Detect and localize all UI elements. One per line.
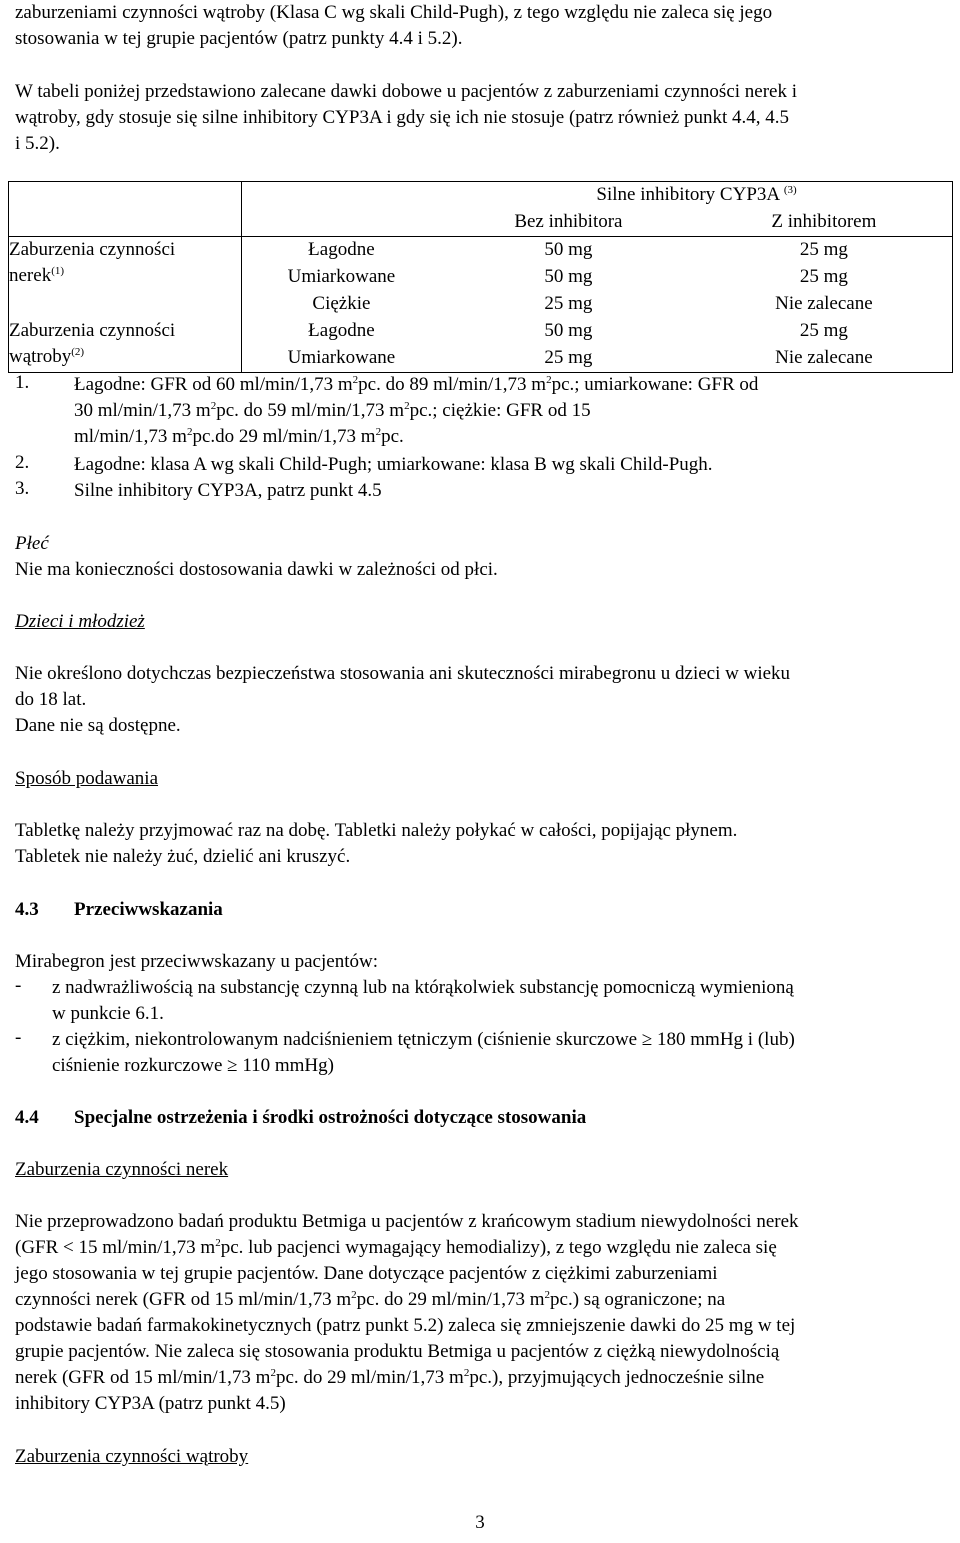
section-4-3-heading: 4.3 Przeciwwskazania xyxy=(15,899,223,920)
col-header-without: Bez inhibitora xyxy=(441,209,696,237)
children-text: do 18 lat. xyxy=(15,689,87,710)
section-4-4-heading: 4.4 Specjalne ostrzeżenia i środki ostrożności dotyczące stosowania xyxy=(15,1107,587,1128)
severity-cell: Umiarkowane xyxy=(241,345,441,373)
administration-text: Tabletek nie należy żuć, dzielić ani kruszyć. xyxy=(15,846,351,867)
dose-cell: 50 mg xyxy=(544,266,593,287)
severity-cell: Łagodne xyxy=(308,239,375,260)
dose-cell: 50 mg xyxy=(544,239,593,260)
hepatic-heading: Zaburzenia czynności wątroby xyxy=(15,1446,249,1467)
children-text: Nie określono dotychczas bezpieczeństwa stosowania ani skuteczności mirabegronu u dzieci w wieku xyxy=(15,663,791,684)
renal-paragraph: Nie przeprowadzono badań produktu Betmiga u pacjentów z krańcowym stadium niewydolności nerek (GFR < 15 ml/min/1,73 $m^2pc$. lub pacjenci wymagający hemodializy), z tego względu nie zaleca się jego stosowania w tej grupie pacjentów. Dane dotyczące pacjentów z ciężkimi zaburzeniami czynności nerek (GFR od 15 ml/min/1,73 $m^2pc$. do 29 ml/min/1,73 $m^2pc$.) są ograniczone; na podstawie badań farmakokinetycznych (patrz punkt 5.2) zaleca się zmniejszenie dawki do 25 mg w tej grupie pacjentów. Nie zaleca się stosowania produktu Betmiga u pacjentów z ciężką niewydolnością nerek (GFR od 15 ml/min/1,73 $m^2pc$. do 29 ml/min/1,73 $m^2pc$.), przyjmujących jednocześnie silne inhibitory CYP3A (patrz punkt 4.5) xyxy=(15,1211,799,1414)
col-header-with: Z inhibitorem xyxy=(696,209,953,237)
severity-cell: Ciężkie xyxy=(312,293,371,314)
footnote-2: 2. Łagodne: klasa A wg skali Child-Pugh; umiarkowane: klasa B wg skali Child-Pugh. xyxy=(15,452,713,475)
footnote-3: 3. Silne inhibitory CYP3A, patrz punkt 4.5 xyxy=(15,478,382,501)
footnote-1: 1. Łagodne: GFR od 60 ml/min/1,73 $m^2pc$. do 89 ml/min/1,73 $m^2pc$.; umiarkowane: GFR od 30 ml/min/1,73 $m^2pc$. do 59 ml/min/1,73 $m^2pc$.; ciężkie: GFR od 15 ml/min/1,73 $m^2pc.do$ 29 ml/min/1,73 $m^2pc$. xyxy=(15,372,759,447)
contraindication-item: - z nadwrażliwością na substancję czynną lub na którąkolwiek substancję pomocniczą wymienioną w punkcie 6.1. xyxy=(15,975,794,1024)
dose-cell: Nie zalecane xyxy=(696,345,953,373)
inhibitor-group-header: Silne inhibitory CYP3A $^{(3)}$ xyxy=(441,182,952,210)
dose-cell: 25 mg xyxy=(544,293,593,314)
table-intro-line: i 5.2). xyxy=(15,133,60,154)
administration-heading: Sposób podawania xyxy=(15,768,159,789)
page-number: 3 xyxy=(475,1512,485,1533)
dose-cell: 25 mg xyxy=(441,345,696,373)
hepatic-row-label: Zaburzenia czynności wątroby$^{(2)}$ xyxy=(9,318,242,373)
renal-row-label: Zaburzenia czynności nerek$^{(1)}$ xyxy=(9,237,242,319)
severity-cell: Umiarkowane xyxy=(287,266,396,287)
dose-cell: 25 mg xyxy=(696,237,953,265)
contraindication-item: - z ciężkim, niekontrolowanym nadciśnieniem tętniczym (ciśnienie skurczowe ≥ 180 mmHg i (lub) ciśnienie rozkurczowe ≥ 110 mmHg) xyxy=(15,1027,795,1076)
dose-cell: 25 mg xyxy=(696,318,953,345)
administration-text: Tabletkę należy przyjmować raz na dobę. Tabletki należy połykać w całości, popijając płynem. xyxy=(15,820,738,841)
table-intro-line: W tabeli poniżej przedstawiono zalecane dawki dobowe u pacjentów z zaburzeniami czynności nerek i xyxy=(15,81,798,102)
intro-line: zaburzeniami czynności wątroby (Klasa C wg skali Child-Pugh), z tego względu nie zaleca się jego xyxy=(15,2,773,23)
dose-cell: Nie zalecane xyxy=(696,291,953,318)
table-intro-line: wątroby, gdy stosuje się silne inhibitory CYP3A i gdy się ich nie stosuje (patrz również punkt 4.4, 4.5 xyxy=(15,107,789,128)
sex-text: Nie ma konieczności dostosowania dawki w zależności od płci. xyxy=(15,559,498,580)
renal-heading: Zaburzenia czynności nerek xyxy=(15,1159,229,1180)
contraindications-lead: Mirabegron jest przeciwwskazany u pacjentów: xyxy=(15,951,378,972)
dosage-table xyxy=(8,181,953,373)
intro-line: stosowania w tej grupie pacjentów (patrz punkty 4.4 i 5.2). xyxy=(15,28,463,49)
sex-heading: Płeć xyxy=(15,533,49,554)
dose-cell: 50 mg xyxy=(544,320,593,341)
children-heading: Dzieci i młodzież xyxy=(15,611,145,632)
children-text: Dane nie są dostępne. xyxy=(15,715,181,736)
dose-cell: 25 mg xyxy=(696,264,953,291)
severity-cell: Łagodne xyxy=(308,320,375,341)
table-corner-cell xyxy=(9,182,242,210)
